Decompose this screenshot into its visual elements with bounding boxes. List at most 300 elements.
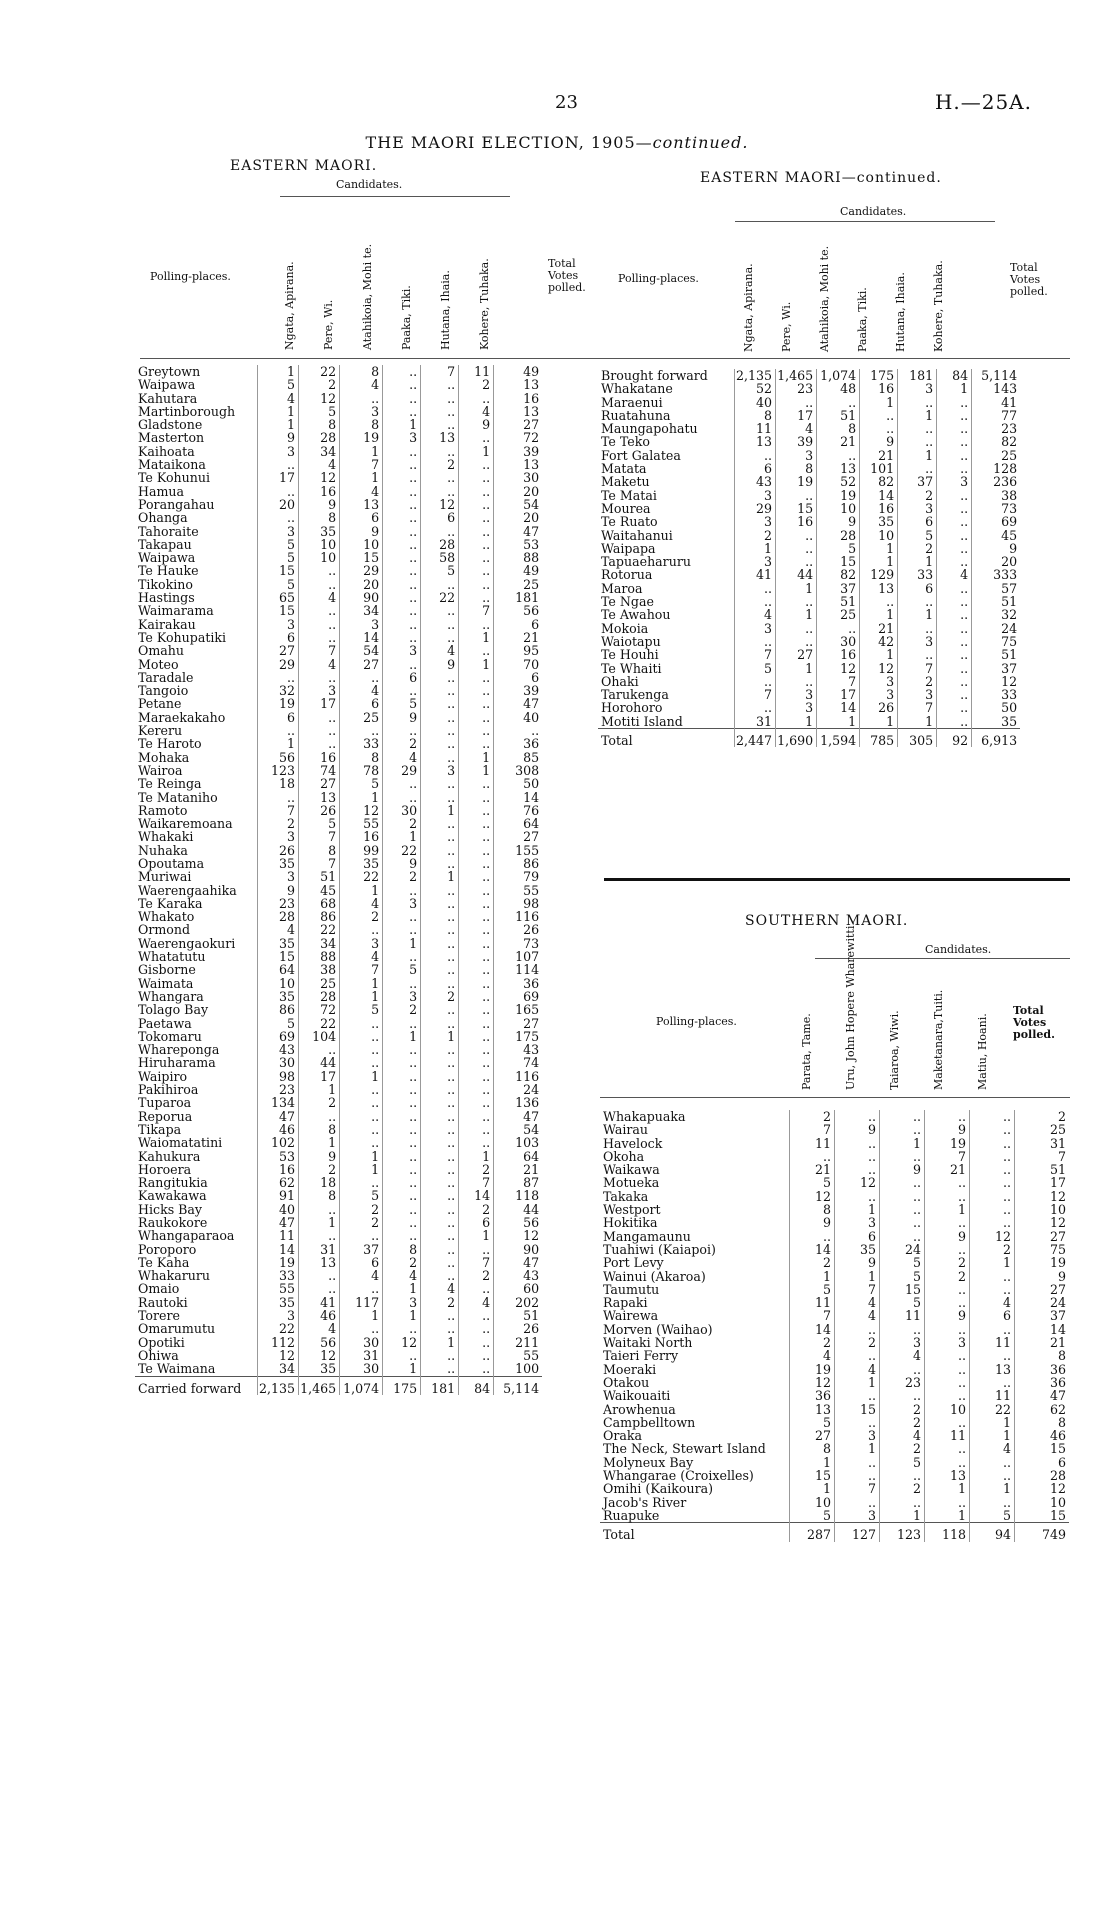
- vote-cell: 26: [258, 844, 299, 857]
- vote-cell: 3: [258, 445, 299, 458]
- candidate-header: Kohere, Tuhaka.: [478, 258, 491, 350]
- polling-place: Te Matai: [601, 487, 657, 503]
- vote-cell: 17: [1015, 1176, 1070, 1189]
- eastern-cont-polling-label: Polling-places.: [618, 272, 699, 285]
- vote-cell: 7: [340, 458, 383, 471]
- vote-cell: ..: [970, 1496, 1015, 1509]
- vote-cell: 8: [299, 418, 340, 431]
- vote-cell: ..: [340, 1043, 383, 1056]
- vote-cell: 1: [383, 1030, 421, 1043]
- vote-cell: ..: [459, 671, 494, 684]
- vote-cell: 12: [790, 1190, 835, 1203]
- vote-cell: 175: [383, 1376, 421, 1395]
- vote-cell: 4: [340, 485, 383, 498]
- vote-cell: 23: [972, 422, 1021, 435]
- vote-cell: 14: [258, 1243, 299, 1256]
- vote-cell: 1: [776, 608, 817, 621]
- vote-cell: 6: [494, 618, 543, 631]
- table-row: [598, 369, 1020, 382]
- vote-cell: ..: [459, 1123, 494, 1136]
- table-row: [135, 923, 542, 936]
- vote-cell: 1: [258, 365, 299, 378]
- polling-place: Maroa: [601, 580, 643, 596]
- vote-cell: ..: [459, 511, 494, 524]
- vote-cell: 6: [494, 671, 543, 684]
- vote-cell: 10: [258, 977, 299, 990]
- vote-cell: 1: [880, 1509, 925, 1523]
- vote-cell: 22: [299, 365, 340, 378]
- vote-cell: ..: [880, 1123, 925, 1136]
- vote-cell: 15: [880, 1283, 925, 1296]
- vote-cell: 72: [494, 431, 543, 444]
- vote-cell: 1: [340, 977, 383, 990]
- table-row: [600, 1509, 1069, 1523]
- table-row: [598, 715, 1020, 729]
- vote-cell: 127: [835, 1523, 880, 1542]
- vote-cell: 47: [494, 525, 543, 538]
- vote-cell: ..: [383, 1056, 421, 1069]
- vote-cell: 13: [299, 791, 340, 804]
- vote-cell: ..: [383, 525, 421, 538]
- vote-cell: 11: [258, 1229, 299, 1242]
- table-row: [135, 511, 542, 524]
- polling-place: Kahukura: [138, 1148, 201, 1164]
- vote-cell: ..: [340, 1056, 383, 1069]
- table-row: [600, 1110, 1069, 1123]
- polling-place: Waitaki North: [603, 1335, 693, 1351]
- polling-place: Tolago Bay: [138, 1002, 209, 1018]
- polling-place: Rautoki: [138, 1294, 188, 1310]
- vote-cell: ..: [383, 1083, 421, 1096]
- polling-place: Waipiro: [138, 1068, 188, 1084]
- vote-cell: ..: [383, 884, 421, 897]
- vote-cell: ..: [421, 791, 459, 804]
- vote-cell: 5: [299, 817, 340, 830]
- vote-cell: 3: [735, 489, 776, 502]
- polling-place: Ohaki: [601, 673, 639, 689]
- vote-cell: 202: [494, 1296, 543, 1309]
- vote-cell: ..: [340, 724, 383, 737]
- polling-place: Wainui (Akaroa): [603, 1268, 706, 1284]
- vote-cell: ..: [459, 1096, 494, 1109]
- vote-cell: ..: [925, 1216, 970, 1229]
- polling-place: Omihi (Kaikoura): [603, 1481, 714, 1497]
- vote-cell: 9: [340, 525, 383, 538]
- vote-cell: ..: [776, 555, 817, 568]
- vote-cell: ..: [937, 595, 972, 608]
- table-row: [600, 1137, 1069, 1150]
- vote-cell: 23: [258, 1083, 299, 1096]
- vote-cell: ..: [735, 449, 776, 462]
- vote-cell: 4: [383, 751, 421, 764]
- vote-cell: 3: [860, 675, 898, 688]
- polling-place: Campbelltown: [603, 1414, 696, 1430]
- vote-cell: 128: [972, 462, 1021, 475]
- vote-cell: 5: [790, 1416, 835, 1429]
- vote-cell: ..: [383, 458, 421, 471]
- vote-cell: 3: [776, 449, 817, 462]
- vote-cell: 8: [790, 1203, 835, 1216]
- vote-cell: 20: [340, 578, 383, 591]
- vote-cell: 69: [258, 1030, 299, 1043]
- table-row: [600, 1336, 1069, 1349]
- vote-cell: 35: [258, 937, 299, 950]
- vote-cell: 14: [790, 1243, 835, 1256]
- polling-place: Whakapuaka: [603, 1109, 686, 1124]
- vote-cell: 12: [258, 1349, 299, 1362]
- vote-cell: 28: [1015, 1469, 1070, 1482]
- vote-cell: 47: [258, 1110, 299, 1123]
- vote-cell: 6: [970, 1309, 1015, 1322]
- vote-cell: 5: [880, 1456, 925, 1469]
- vote-cell: 1: [258, 737, 299, 750]
- vote-cell: 3: [383, 1296, 421, 1309]
- vote-cell: 25: [972, 449, 1021, 462]
- table-row: [135, 697, 542, 710]
- vote-cell: ..: [383, 1189, 421, 1202]
- vote-cell: ..: [421, 830, 459, 843]
- vote-cell: ..: [925, 1376, 970, 1389]
- vote-cell: 11: [459, 365, 494, 378]
- southern-polling-label: Polling-places.: [656, 1015, 737, 1028]
- vote-cell: 55: [340, 817, 383, 830]
- vote-cell: 31: [735, 715, 776, 729]
- polling-place: Hamua: [138, 483, 185, 499]
- table-row: [135, 551, 542, 564]
- table-row: [135, 1070, 542, 1083]
- vote-cell: ..: [421, 445, 459, 458]
- vote-cell: 8: [790, 1442, 835, 1455]
- eastern-candidates-rule: [280, 196, 510, 197]
- vote-cell: ..: [880, 1323, 925, 1336]
- vote-cell: 53: [258, 1150, 299, 1163]
- vote-cell: 9: [925, 1309, 970, 1322]
- vote-cell: 69: [494, 990, 543, 1003]
- polling-place: Waitahanui: [601, 527, 673, 543]
- vote-cell: 6: [898, 515, 937, 528]
- polling-place: Port Levy: [603, 1255, 664, 1271]
- polling-place: Te Kohupatiki: [138, 629, 227, 645]
- document-reference: H.—25A.: [934, 90, 1032, 114]
- polling-place: The Neck, Stewart Island: [603, 1441, 766, 1457]
- polling-place: Te Whaiti: [601, 660, 662, 676]
- vote-cell: ..: [835, 1137, 880, 1150]
- table-row: [598, 502, 1020, 515]
- table-row: [135, 1017, 542, 1030]
- vote-cell: ..: [925, 1243, 970, 1256]
- vote-cell: ..: [383, 777, 421, 790]
- vote-cell: 114: [494, 963, 543, 976]
- vote-cell: 7: [790, 1309, 835, 1322]
- table-row: [135, 990, 542, 1003]
- vote-cell: 64: [494, 1150, 543, 1163]
- vote-cell: ..: [421, 1070, 459, 1083]
- vote-cell: 14: [860, 489, 898, 502]
- polling-place: Martinborough: [138, 403, 236, 419]
- polling-place: Havelock: [603, 1135, 663, 1151]
- vote-cell: 2: [1015, 1110, 1070, 1123]
- vote-cell: ..: [459, 830, 494, 843]
- vote-cell: ..: [937, 396, 972, 409]
- vote-cell: ..: [340, 923, 383, 936]
- polling-place: Te Hauke: [138, 563, 199, 579]
- vote-cell: ..: [970, 1283, 1015, 1296]
- vote-cell: 10: [1015, 1496, 1070, 1509]
- vote-cell: 18: [299, 1176, 340, 1189]
- page-title: [0, 133, 1114, 152]
- vote-cell: 27: [299, 777, 340, 790]
- candidate-header: Paaka, Tiki.: [856, 287, 869, 352]
- vote-cell: ..: [937, 515, 972, 528]
- vote-cell: 56: [258, 751, 299, 764]
- vote-cell: 11: [970, 1389, 1015, 1402]
- vote-cell: 3: [925, 1336, 970, 1349]
- vote-cell: 12: [299, 1349, 340, 1362]
- table-row: [135, 830, 542, 843]
- vote-cell: ..: [459, 591, 494, 604]
- polling-place: Tikapa: [138, 1121, 182, 1137]
- vote-cell: ..: [421, 1110, 459, 1123]
- vote-cell: ..: [383, 1096, 421, 1109]
- vote-cell: 19: [258, 1256, 299, 1269]
- polling-place: Te Karaka: [138, 895, 203, 911]
- vote-cell: 4: [340, 897, 383, 910]
- vote-cell: ..: [383, 1070, 421, 1083]
- table-row: [135, 870, 542, 883]
- vote-cell: 41: [299, 1296, 340, 1309]
- vote-cell: 56: [299, 1336, 340, 1349]
- vote-cell: ..: [835, 1190, 880, 1203]
- vote-cell: 31: [340, 1349, 383, 1362]
- vote-cell: ..: [937, 715, 972, 729]
- vote-cell: 1: [898, 449, 937, 462]
- vote-cell: ..: [258, 485, 299, 498]
- vote-cell: 2: [340, 910, 383, 923]
- polling-place: Tokomaru: [138, 1028, 202, 1044]
- polling-place: Taumutu: [603, 1281, 660, 1297]
- candidate-header: Ngata, Apirana.: [283, 261, 296, 350]
- vote-cell: 17: [817, 688, 860, 701]
- vote-cell: 5,114: [972, 369, 1021, 382]
- vote-cell: 1: [459, 445, 494, 458]
- vote-cell: 3: [340, 937, 383, 950]
- vote-cell: 4: [835, 1296, 880, 1309]
- vote-cell: 1: [258, 418, 299, 431]
- vote-cell: 25: [817, 608, 860, 621]
- polling-place: Wairau: [603, 1122, 649, 1138]
- vote-cell: ..: [494, 724, 543, 737]
- vote-cell: ..: [860, 422, 898, 435]
- vote-cell: 2: [790, 1256, 835, 1269]
- vote-cell: ..: [340, 1322, 383, 1335]
- vote-cell: ..: [898, 595, 937, 608]
- vote-cell: 1: [898, 715, 937, 729]
- eastern-total-label: Total Votes polled.: [548, 257, 586, 294]
- vote-cell: 1: [459, 764, 494, 777]
- vote-cell: ..: [925, 1442, 970, 1455]
- vote-cell: 4: [340, 1269, 383, 1282]
- vote-cell: ..: [970, 1176, 1015, 1189]
- vote-cell: ..: [459, 1243, 494, 1256]
- polling-place: Kairakau: [138, 616, 196, 632]
- polling-place: Waipapa: [601, 540, 656, 556]
- vote-cell: 5: [790, 1509, 835, 1523]
- polling-place: Takaka: [603, 1188, 649, 1204]
- table-row: [135, 1309, 542, 1322]
- vote-cell: 2: [880, 1416, 925, 1429]
- vote-cell: ..: [299, 711, 340, 724]
- vote-cell: ..: [880, 1363, 925, 1376]
- vote-cell: 52: [817, 475, 860, 488]
- vote-cell: 12: [421, 498, 459, 511]
- polling-place: Total: [600, 1523, 790, 1542]
- candidate-header: Pere, Wi.: [322, 299, 335, 350]
- vote-cell: ..: [421, 1043, 459, 1056]
- table-row: [135, 578, 542, 591]
- table-row: [135, 378, 542, 391]
- candidate-header: Paaka, Tiki.: [400, 285, 413, 350]
- polling-place: Tarukenga: [601, 687, 669, 703]
- vote-cell: ..: [735, 701, 776, 714]
- polling-place: Te Kaha: [138, 1254, 190, 1270]
- vote-cell: ..: [459, 1110, 494, 1123]
- vote-cell: ..: [835, 1110, 880, 1123]
- vote-cell: 3: [421, 764, 459, 777]
- table-row: [600, 1403, 1069, 1416]
- polling-place: Waimarama: [138, 603, 214, 619]
- vote-cell: 2: [383, 870, 421, 883]
- vote-cell: 8: [340, 365, 383, 378]
- table-row: [135, 777, 542, 790]
- vote-cell: ..: [790, 1230, 835, 1243]
- vote-cell: 88: [299, 950, 340, 963]
- table-row: [598, 529, 1020, 542]
- vote-cell: 13: [494, 458, 543, 471]
- vote-cell: ..: [421, 844, 459, 857]
- vote-cell: 24: [1015, 1296, 1070, 1309]
- vote-cell: 50: [494, 777, 543, 790]
- vote-cell: 50: [972, 701, 1021, 714]
- table-row: [600, 1243, 1069, 1256]
- polling-place: Hokitika: [603, 1215, 658, 1231]
- vote-cell: ..: [421, 937, 459, 950]
- vote-cell: 6: [258, 631, 299, 644]
- table-row: [135, 897, 542, 910]
- polling-place: Waikouaiti: [603, 1388, 671, 1404]
- polling-place: Otakou: [603, 1374, 650, 1390]
- vote-cell: ..: [925, 1416, 970, 1429]
- vote-cell: 77: [972, 409, 1021, 422]
- vote-cell: ..: [937, 449, 972, 462]
- table-row: [135, 1216, 542, 1229]
- table-row: [135, 418, 542, 431]
- vote-cell: 73: [494, 937, 543, 950]
- polling-place: Ohiwa: [138, 1347, 179, 1363]
- vote-cell: ..: [421, 1362, 459, 1376]
- vote-cell: ..: [880, 1469, 925, 1482]
- eastern-cont-end-rule: [604, 878, 1070, 881]
- vote-cell: 100: [494, 1362, 543, 1376]
- polling-place: Horohoro: [601, 700, 663, 716]
- table-row: [600, 1230, 1069, 1243]
- vote-cell: ..: [421, 884, 459, 897]
- vote-cell: 7: [299, 857, 340, 870]
- vote-cell: ..: [421, 1136, 459, 1149]
- vote-cell: 3: [383, 990, 421, 1003]
- vote-cell: 1: [383, 1309, 421, 1322]
- vote-cell: 90: [340, 591, 383, 604]
- vote-cell: ..: [970, 1110, 1015, 1123]
- polling-place: Carried forward: [135, 1376, 258, 1395]
- vote-cell: ..: [937, 462, 972, 475]
- vote-cell: 33: [898, 568, 937, 581]
- polling-place: Waerengaokuri: [138, 935, 236, 951]
- vote-cell: ..: [421, 378, 459, 391]
- polling-place: Rangitukia: [138, 1175, 208, 1191]
- vote-cell: ..: [880, 1216, 925, 1229]
- page-title-main: THE MAORI ELECTION, 1905: [365, 133, 636, 152]
- vote-cell: 30: [340, 1362, 383, 1376]
- vote-cell: ..: [735, 582, 776, 595]
- polling-place: Taradale: [138, 669, 194, 685]
- vote-cell: ..: [735, 635, 776, 648]
- table-row: [135, 684, 542, 697]
- vote-cell: ..: [383, 471, 421, 484]
- vote-cell: 5: [898, 529, 937, 542]
- vote-cell: 2: [898, 489, 937, 502]
- vote-cell: 1: [925, 1482, 970, 1495]
- vote-cell: ..: [421, 950, 459, 963]
- vote-cell: ..: [459, 618, 494, 631]
- table-row: [135, 1150, 542, 1163]
- vote-cell: 7: [299, 644, 340, 657]
- vote-cell: ..: [383, 551, 421, 564]
- vote-cell: ..: [970, 1456, 1015, 1469]
- vote-cell: 11: [925, 1429, 970, 1442]
- vote-cell: 9: [299, 1150, 340, 1163]
- vote-cell: 58: [421, 551, 459, 564]
- candidate-header: Atahikoia, Mohi te.: [361, 243, 374, 350]
- vote-cell: 3: [835, 1429, 880, 1442]
- vote-cell: ..: [459, 498, 494, 511]
- vote-cell: ..: [383, 405, 421, 418]
- vote-cell: 13: [299, 1256, 340, 1269]
- vote-cell: 17: [776, 409, 817, 422]
- vote-cell: 15: [1015, 1509, 1070, 1523]
- polling-place: Matata: [601, 461, 647, 477]
- vote-cell: ..: [299, 724, 340, 737]
- vote-cell: 181: [494, 591, 543, 604]
- polling-place: Raukokore: [138, 1215, 208, 1230]
- vote-cell: ..: [776, 489, 817, 502]
- vote-cell: ..: [383, 1123, 421, 1136]
- vote-cell: 2: [383, 1256, 421, 1269]
- vote-cell: 13: [735, 435, 776, 448]
- vote-cell: 14: [1015, 1323, 1070, 1336]
- vote-cell: ..: [835, 1496, 880, 1509]
- vote-cell: 14: [340, 631, 383, 644]
- table-row: [135, 711, 542, 724]
- table-row: [135, 844, 542, 857]
- vote-cell: 21: [1015, 1336, 1070, 1349]
- polling-place: Maraekakaho: [138, 709, 226, 725]
- vote-cell: 8: [299, 1189, 340, 1202]
- vote-cell: 68: [299, 897, 340, 910]
- vote-cell: 29: [383, 764, 421, 777]
- vote-cell: 2: [880, 1442, 925, 1455]
- polling-place: Whangarae (Croixelles): [603, 1468, 754, 1484]
- vote-cell: ..: [970, 1203, 1015, 1216]
